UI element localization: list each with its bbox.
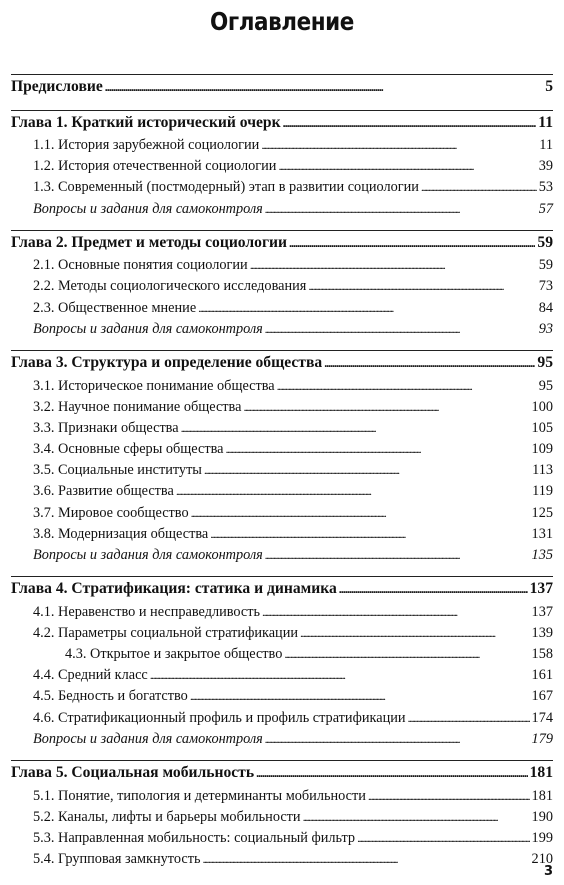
- dot-leader: [278, 156, 536, 177]
- toc-entry-section: [11, 623, 553, 644]
- dot-leader: [176, 481, 530, 502]
- toc-entry-section: [11, 786, 553, 807]
- toc-entry-page: 95: [537, 354, 553, 371]
- toc-entry-label: 3.2. Научное понимание общества: [33, 398, 242, 415]
- dot-leader: [421, 177, 537, 198]
- toc-entry-label: Глава 3. Структура и определение общества: [11, 354, 323, 371]
- toc-entry-label: 5.3. Направленная мобильность: социальный фильтр: [33, 829, 356, 846]
- toc-entry-label: Предисловие: [11, 78, 103, 95]
- chapter-gap: [11, 750, 553, 760]
- toc-entry-page: 5: [545, 78, 553, 95]
- toc-entry-label: 4.6. Стратификационный профиль и профиль стратификации: [33, 709, 406, 726]
- dot-leader: [265, 729, 530, 750]
- toc-entry-section: [11, 255, 553, 276]
- toc-entry-page: 210: [531, 851, 553, 868]
- toc-entry-section: [11, 276, 553, 297]
- toc-entry-page: 109: [531, 441, 553, 458]
- dot-leader: [265, 319, 537, 340]
- toc-entry-label: 1.2. История отечественной социологии: [33, 158, 277, 175]
- toc-entry-label: 3.1. Историческое понимание общества: [33, 377, 275, 394]
- toc-entry-section: [11, 602, 553, 623]
- toc-entry-section: [11, 828, 553, 849]
- toc-entry-page: 59: [538, 257, 553, 274]
- chapter-gap: [11, 340, 553, 350]
- toc-entry-label: 4.5. Бедность и богатство: [33, 688, 188, 705]
- dot-leader: [226, 439, 530, 460]
- toc-entry-label: Вопросы и задания для самоконтроля: [33, 547, 263, 563]
- toc-entry-chapter: [11, 350, 553, 376]
- dot-leader: [284, 644, 529, 665]
- dot-leader: [190, 686, 530, 707]
- dot-leader: [289, 231, 535, 256]
- toc-entry-page: 59: [537, 233, 553, 251]
- chapter-gap: [11, 100, 553, 110]
- dot-leader: [277, 376, 537, 397]
- toc-entry-label: Вопросы и задания для самоконтроля: [33, 320, 263, 337]
- toc-entry-label: 3.3. Признаки общества: [33, 419, 179, 436]
- dot-leader: [150, 665, 530, 686]
- toc-entry-page: 137: [531, 603, 553, 620]
- table-of-contents: [11, 74, 553, 870]
- toc-entry-section: [11, 298, 553, 319]
- toc-entry-page: 95: [538, 377, 553, 394]
- chapter-gap: [11, 566, 553, 576]
- dot-leader: [357, 828, 529, 849]
- toc-entry-section: [11, 418, 553, 439]
- toc-entry-label: 4.2. Параметры социальной стратификации: [33, 624, 299, 641]
- dot-leader: [324, 351, 535, 376]
- toc-entry-page: 158: [531, 646, 553, 663]
- toc-entry-section: [11, 807, 553, 828]
- page-title: Оглавление: [210, 7, 354, 36]
- toc-entry-page: 105: [531, 419, 553, 436]
- dot-leader: [256, 761, 528, 786]
- toc-entry-label: 3.5. Социальные институты: [33, 462, 202, 479]
- chapter-gap: [11, 220, 553, 230]
- toc-entry-page: 53: [538, 179, 553, 196]
- dot-leader: [408, 708, 530, 729]
- toc-entry-page: 11: [539, 137, 553, 153]
- toc-entry-page: 190: [531, 808, 553, 825]
- toc-entry-label: 3.6. Развитие общества: [33, 483, 174, 500]
- toc-entry-chapter: [11, 230, 553, 256]
- page-number: 3: [543, 864, 553, 879]
- toc-entry-page: 11: [538, 113, 553, 131]
- toc-entry-chapter: [11, 74, 553, 100]
- toc-entry-page: 113: [532, 462, 553, 479]
- dot-leader: [283, 111, 537, 136]
- toc-entry-section: [11, 397, 553, 418]
- toc-entry-section: [11, 708, 553, 729]
- toc-entry-chapter: [11, 576, 553, 602]
- toc-entry-label: 4.4. Средний класс: [33, 667, 148, 684]
- toc-entry-page: 181: [531, 787, 553, 804]
- dot-leader: [265, 545, 530, 566]
- toc-entry-page: 57: [538, 200, 553, 217]
- toc-entry-label: 4.3. Открытое и закрытое общество: [65, 646, 283, 663]
- toc-entry-page: 100: [531, 398, 553, 415]
- dot-leader: [261, 135, 537, 156]
- toc-entry-label: Глава 2. Предмет и методы социологии: [11, 233, 287, 251]
- toc-entry-label: 5.1. Понятие, типология и детерминанты мобильности: [33, 787, 366, 804]
- dot-leader: [191, 503, 530, 524]
- toc-entry-label: 5.4. Групповая замкнутость: [33, 851, 201, 868]
- toc-entry-chapter: [11, 110, 553, 136]
- toc-entry-label: 4.1. Неравенство и несправедливость: [33, 603, 261, 620]
- toc-entry-section: [11, 503, 553, 524]
- toc-entry-label: Глава 1. Краткий исторический очерк: [11, 113, 281, 131]
- toc-entry-section: [11, 686, 553, 707]
- toc-entry-q: [11, 199, 553, 220]
- toc-entry-page: 139: [531, 624, 553, 641]
- toc-entry-section: [11, 177, 553, 198]
- toc-entry-page: 119: [532, 483, 553, 500]
- dot-leader: [198, 298, 537, 319]
- dot-leader: [300, 623, 530, 644]
- toc-entry-q: [11, 319, 553, 340]
- toc-entry-page: 135: [531, 547, 553, 563]
- toc-entry-section: [11, 665, 553, 686]
- dot-leader: [204, 460, 530, 481]
- toc-entry-page: 179: [531, 730, 553, 747]
- toc-entry-section: [11, 156, 553, 177]
- toc-entry-label: 5.2. Каналы, лифты и барьеры мобильности: [33, 808, 301, 825]
- toc-entry-label: 1.1. История зарубежной социологии: [33, 137, 260, 153]
- dot-leader: [243, 397, 529, 418]
- toc-entry-label: 2.2. Методы социологического исследования: [33, 278, 307, 295]
- toc-entry-page: 93: [538, 320, 553, 337]
- dot-leader: [202, 849, 529, 870]
- dot-leader: [368, 786, 530, 807]
- toc-entry-section: [11, 135, 553, 156]
- toc-entry-label: Вопросы и задания для самоконтроля: [33, 200, 263, 217]
- toc-entry-section: [11, 524, 553, 545]
- toc-entry-label: 2.1. Основные понятия социологии: [33, 257, 248, 274]
- toc-entry-page: 73: [538, 278, 553, 295]
- toc-entry-section: [11, 481, 553, 502]
- dot-leader: [339, 577, 528, 602]
- toc-entry-page: 131: [531, 525, 553, 542]
- dot-leader: [303, 807, 530, 828]
- toc-entry-page: 84: [538, 299, 553, 316]
- toc-entry-label: Глава 4. Стратификация: статика и динамика: [11, 580, 337, 598]
- toc-entry-section: [11, 849, 553, 870]
- toc-entry-sub: [11, 644, 553, 665]
- toc-entry-label: 3.4. Основные сферы общества: [33, 441, 224, 458]
- toc-entry-chapter: [11, 760, 553, 786]
- toc-entry-label: Глава 5. Социальная мобильность: [11, 764, 255, 781]
- toc-entry-page: 181: [529, 764, 553, 781]
- toc-entry-label: 3.8. Модернизация общества: [33, 525, 209, 542]
- toc-entry-page: 174: [531, 709, 553, 726]
- toc-entry-page: 161: [531, 667, 553, 684]
- toc-entry-q: [11, 729, 553, 750]
- toc-entry-section: [11, 439, 553, 460]
- dot-leader: [308, 276, 536, 297]
- dot-leader: [265, 199, 537, 220]
- toc-entry-page: 199: [531, 829, 553, 846]
- toc-entry-label: 2.3. Общественное мнение: [33, 299, 197, 316]
- dot-leader: [250, 255, 537, 276]
- toc-entry-label: 3.7. Мировое сообщество: [33, 504, 189, 521]
- toc-entry-page: 137: [529, 580, 553, 598]
- toc-entry-page: 167: [531, 688, 553, 705]
- toc-entry-q: [11, 545, 553, 566]
- toc-entry-label: Вопросы и задания для самоконтроля: [33, 730, 263, 747]
- dot-leader: [181, 418, 530, 439]
- toc-entry-page: 39: [538, 158, 553, 175]
- dot-leader: [262, 602, 530, 623]
- toc-entry-page: 125: [531, 504, 553, 521]
- toc-entry-section: [11, 460, 553, 481]
- toc-entry-section: [11, 376, 553, 397]
- dot-leader: [105, 75, 543, 100]
- toc-entry-label: 1.3. Современный (постмодерный) этап в развитии социологии: [33, 179, 419, 196]
- dot-leader: [210, 524, 529, 545]
